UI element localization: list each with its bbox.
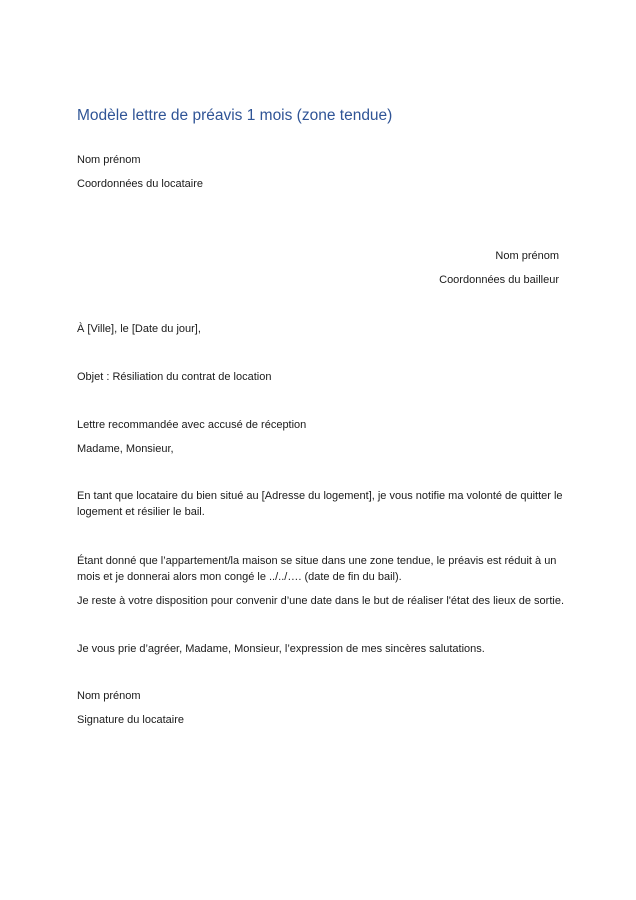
landlord-name: Nom prénom [495,250,559,262]
tenant-details: Coordonnées du locataire [77,178,203,190]
subject-line: Objet : Résiliation du contrat de location [77,371,272,383]
mail-type: Lettre recommandée avec accusé de réception [77,419,307,431]
paragraph-intent-line-2: logement et résilier le bail. [77,506,205,518]
paragraph-notice-line-1: Étant donné que l’appartement/la maison se situe dans une zone tendue, le préavis est réduit à un [77,555,557,567]
salutation: Madame, Monsieur, [77,443,174,455]
paragraph-intent-line-1: En tant que locataire du bien situé au [Adresse du logement], je vous notifie ma volonté de quitter le [77,490,563,502]
paragraph-availability: Je reste à votre disposition pour convenir d’une date dans le but de réaliser l'état des lieux de sortie. [77,595,564,607]
document-title: Modèle lettre de préavis 1 mois (zone tendue) [77,107,393,124]
closing-formula: Je vous prie d’agréer, Madame, Monsieur, l’expression de mes sincères salutations. [77,643,485,655]
tenant-name: Nom prénom [77,154,141,166]
signature-label: Signature du locataire [77,714,185,726]
landlord-details: Coordonnées du bailleur [439,274,559,286]
place-and-date: À [Ville], le [Date du jour], [77,323,201,335]
paragraph-notice-line-2: mois et je donnerai alors mon congé le ../../…. (date de fin du bail). [77,571,402,583]
signature-name: Nom prénom [77,690,141,702]
